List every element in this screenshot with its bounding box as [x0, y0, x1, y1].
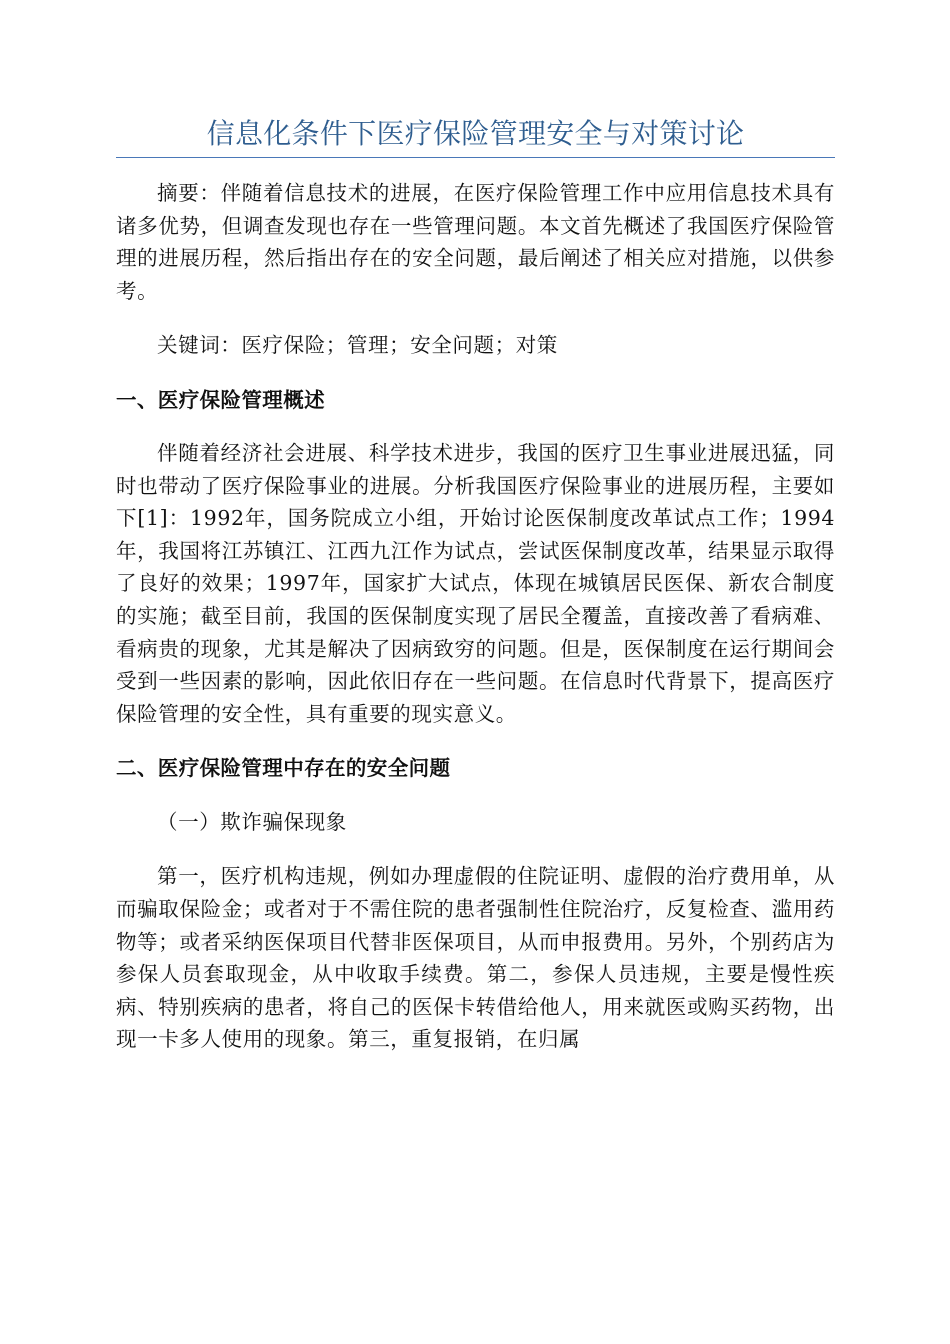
document-page [116, 0, 835, 1056]
subsection-heading-fraud: （一）欺诈骗保现象 [157, 810, 347, 835]
section-paragraph-overview: 伴随着经济社会进展、科学技术进步，我国的医疗卫生事业进展迅猛，同时也带动了医疗保险事业的进展。分析我国医疗保险事业的进展历程，主要如下[1]：1992年，国务院成立小组，开始讨论医保制度改革试点工作；1994年，我国将江苏镇江、江西九江作为试点，尝试医保制度改革，结果显示取得了良好的效果；1997年，国家扩大试点，体现在城镇居民医保、新农合制度的实施；截至目前，我国的医保制度实现了居民全覆盖，直接改善了看病难、看病贵的现象，尤其是解决了因病致穷的问题。但是，医保制度在运行期间会受到一些因素的影响，因此依旧存在一些问题。在信息时代背景下，提高医疗保险管理的安全性，具有重要的现实意义。 [116, 440, 835, 726]
keywords-line: 关键词：医疗保险；管理；安全问题；对策 [157, 333, 558, 358]
section-heading-security-issues: 二、医疗保险管理中存在的安全问题 [116, 756, 451, 781]
section-paragraph-fraud: 第一，医疗机构违规，例如办理虚假的住院证明、虚假的治疗费用单，从而骗取保险金；或者对于不需住院的患者强制性住院治疗，反复检查、滥用药物等；或者采纳医保项目代替非医保项目，从而申报费用。另外，个别药店为参保人员套取现金，从中收取手续费。第二，参保人员违规，主要是慢性疾病、特别疾病的患者，将自己的医保卡转借给他人，用来就医或购买药物，出现一卡多人使用的现象。第三，重复报销，在归属 [116, 864, 835, 1052]
title-underline [116, 157, 835, 158]
document-title: 信息化条件下医疗保险管理安全与对策讨论 [206, 117, 745, 150]
section-heading-overview: 一、医疗保险管理概述 [116, 387, 325, 412]
abstract-paragraph: 摘要：伴随着信息技术的进展，在医疗保险管理工作中应用信息技术具有诸多优势，但调查发现也存在一些管理问题。本文首先概述了我国医疗保险管理的进展历程，然后指出存在的安全问题，最后阐述了相关应对措施，以供参考。 [116, 181, 835, 303]
